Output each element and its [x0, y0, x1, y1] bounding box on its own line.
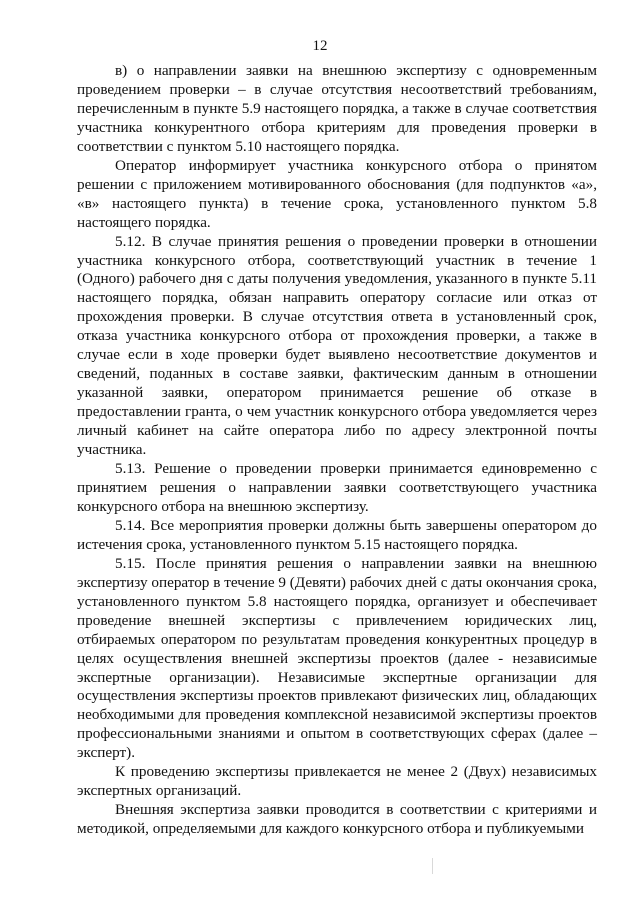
paragraph-experts-count: К проведению экспертизы привлекается не менее 2 (Двух) независимых экспертных организаций. [77, 763, 597, 800]
paragraph-operator-informs: Оператор информирует участника конкурсного отбора о принятом решении с приложением мотивированного обоснования (для подпунктов «а», «в» настоящего пункта) в течение срока, установленного пунктом 5.8 настоящего порядка. [77, 156, 597, 231]
paragraph-5-13: 5.13. Решение о проведении проверки принимается единовременно с принятием решения о направлении заявки соответствующего участника конкурсного отбора на внешнюю экспертизу. [77, 460, 597, 515]
document-body [77, 62, 597, 839]
paragraph-item-v: в) о направлении заявки на внешнюю экспертизу с одновременным проведением проверки – в случае отсутствия несоответствий требованиям, перечисленным в пункте 5.9 настоящего порядка, а также в случае соответствия участника конкурентного отбора критериям для проведения проверки в соответствии с пунктом 5.10 настоящего порядка. [77, 62, 597, 155]
paragraph-5-15: 5.15. После принятия решения о направлении заявки на внешнюю экспертизу оператор в течение 9 (Девяти) рабочих дней с даты окончания срока, установленного пунктом 5.8 настоящего порядка, организует и обеспечивает проведение внешней экспертизы с привлечением юридических лиц, отбираемых оператором по результатам проведения конкурентных процедур в целях осуществления внешней экспертизы проектов (далее - независимые экспертные организации). Независимые экспертные организации для осуществления экспертизы проектов привлекают физических лиц, обладающих необходимыми для проведения комплексной независимой экспертизы проектов профессиональными знаниями и опытом в соответствующих сферах (далее – эксперт). [77, 554, 597, 762]
scan-artifact-line [432, 858, 433, 874]
page-number: 12 [312, 38, 328, 54]
paragraph-5-14: 5.14. Все мероприятия проверки должны быть завершены оператором до истечения срока, установленного пунктом 5.15 настоящего порядка. [77, 516, 597, 553]
paragraph-5-12: 5.12. В случае принятия решения о проведении проверки в отношении участника конкурсного отбора, соответствующий участник в течение 1 (Одного) рабочего дня с даты получения уведомления, указанного в пункте 5.11 настоящего порядка, обязан направить оператору согласие или отказ от прохождения проверки. В случае отсутствия ответа в установленный срок, отказа участника конкурсного отбора от прохождения проверки, а также в случае если в ходе проверки будет выявлено несоответствие документов и сведений, поданных в составе заявки, фактическим данным в отношении указанной заявки, оператором принимается решение об отказе в предоставлении гранта, о чем участник конкурсного отбора уведомляется через личный кабинет на сайте оператора либо по адресу электронной почты участника. [77, 232, 597, 459]
paragraph-external-expertise: Внешняя экспертиза заявки проводится в соответствии с критериями и методикой, определяемыми для каждого конкурсного отбора и публикуемыми [77, 801, 597, 838]
